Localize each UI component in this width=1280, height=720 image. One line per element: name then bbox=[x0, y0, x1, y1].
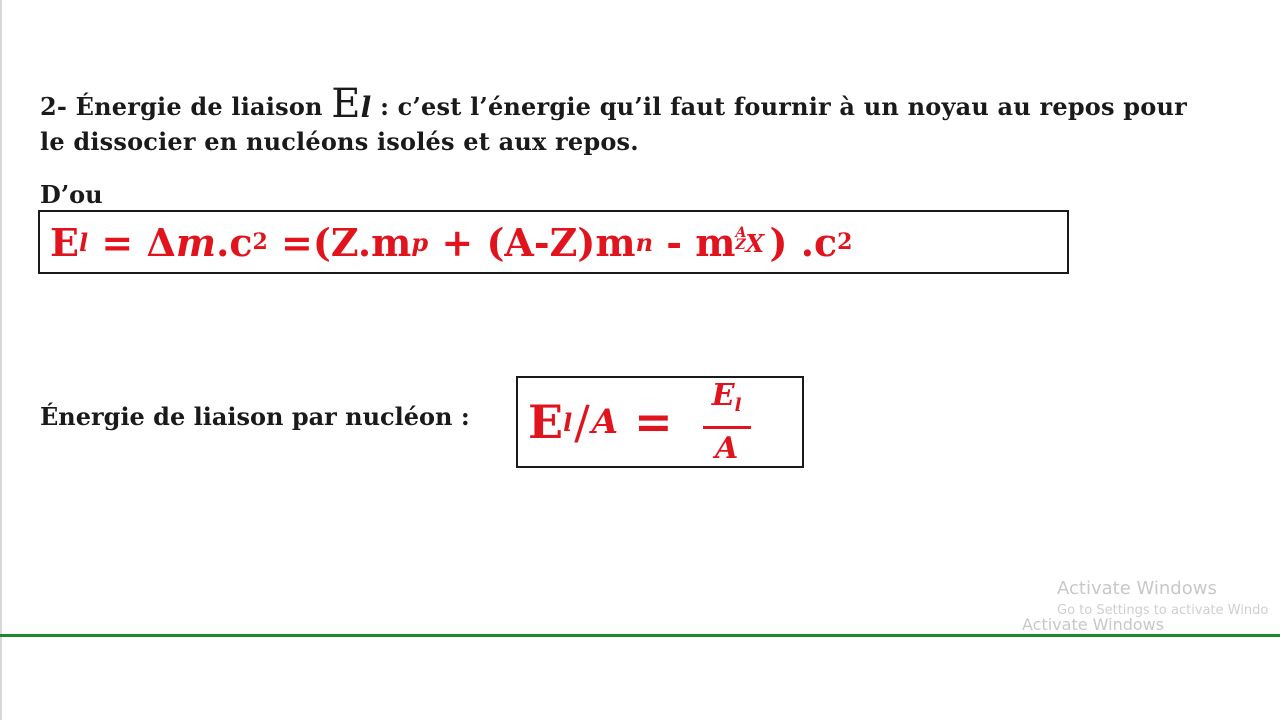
fraction-bar bbox=[703, 426, 751, 429]
definition-prefix: 2- Énergie de liaison bbox=[40, 92, 323, 121]
f1-eq1: = bbox=[88, 219, 147, 265]
num-sub: l bbox=[734, 394, 742, 416]
nucleus-mass-number: A bbox=[735, 225, 747, 241]
binding-energy-symbol bbox=[331, 81, 371, 127]
f1-plus: + (A-Z)m bbox=[428, 219, 636, 265]
activate-windows-title: Activate Windows bbox=[1057, 578, 1217, 599]
activate-windows-subtitle: Go to Settings to activate Windo bbox=[1057, 603, 1269, 618]
f2-eq: = bbox=[618, 395, 689, 449]
f1-sub-p: p bbox=[411, 227, 429, 257]
f1-minus: - m bbox=[653, 219, 736, 265]
num-base: E bbox=[711, 377, 735, 413]
f2-lhs-sub: l bbox=[563, 407, 573, 437]
f1-lhs-sub: l bbox=[78, 227, 89, 257]
fraction-denominator: A bbox=[715, 430, 739, 466]
binding-energy-formula bbox=[50, 210, 852, 274]
f2-slash: / bbox=[574, 395, 590, 449]
dou-label: D’ou bbox=[40, 180, 103, 209]
symbol-sub: l bbox=[360, 91, 372, 124]
per-nucleon-formula bbox=[528, 376, 751, 468]
f1-m: m bbox=[175, 219, 217, 265]
fraction bbox=[703, 378, 751, 467]
definition-line-1 bbox=[40, 81, 1265, 127]
f1-close: ) .c bbox=[769, 219, 838, 265]
f1-delta: Δ bbox=[146, 219, 176, 265]
frame-border bbox=[0, 0, 2, 720]
f2-over: A bbox=[591, 402, 619, 442]
per-nucleon-label: Énergie de liaison par nucléon : bbox=[40, 402, 470, 431]
f2-lhs-base: E bbox=[528, 395, 564, 449]
f1-lhs-base: E bbox=[50, 219, 79, 265]
f1-sub-n: n bbox=[635, 227, 654, 257]
f1-c: .c bbox=[216, 219, 253, 265]
fraction-numerator bbox=[712, 378, 742, 424]
nucleus-element: X bbox=[745, 229, 765, 258]
nucleus-symbol bbox=[736, 227, 770, 257]
nucleus-atomic-number: Z bbox=[735, 237, 746, 253]
definition-paragraph bbox=[40, 81, 1265, 160]
definition-line-2: le dissocier en nucléons isolés et aux repos. bbox=[40, 127, 639, 156]
divider-line bbox=[0, 634, 1280, 637]
definition-rest: : c’est l’énergie qu’il faut fournir à un noyau au repos pour bbox=[380, 92, 1187, 121]
symbol-base: E bbox=[331, 81, 361, 127]
f1-sup2: 2 bbox=[837, 229, 853, 255]
f1-sup1: 2 bbox=[252, 229, 268, 255]
f1-eq2: =(Z.m bbox=[267, 219, 412, 265]
activate-windows-echo: Activate Windows bbox=[1022, 615, 1165, 634]
